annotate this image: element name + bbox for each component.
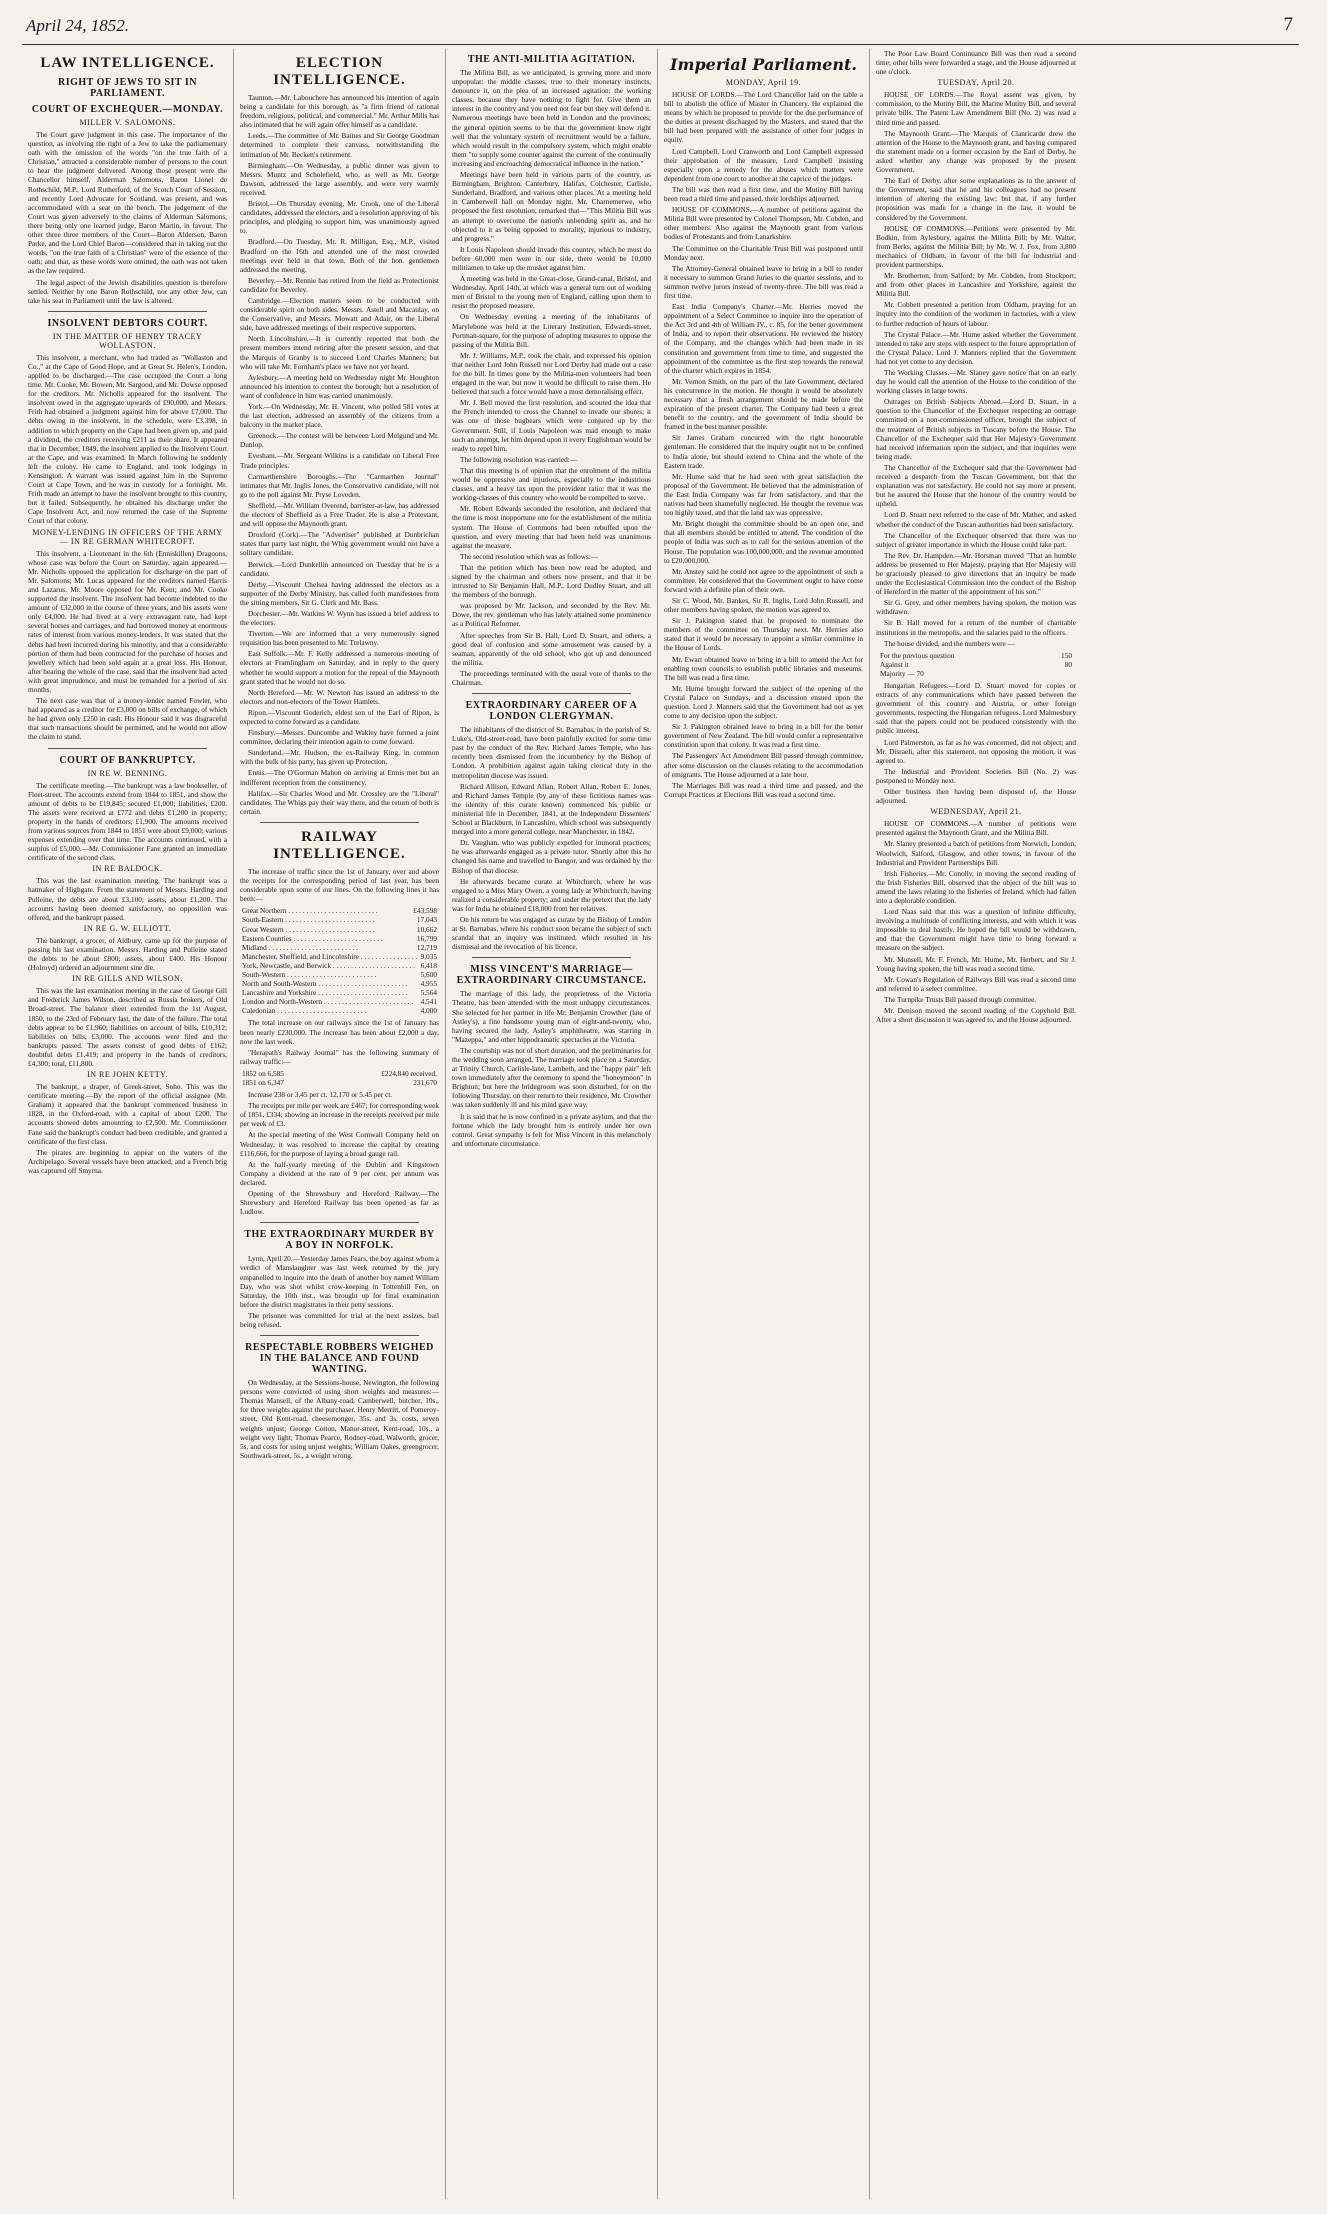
- paragraph: That the petition which has been now read be adopted, and signed by the chairman and others now present, and that it be intrusted to Sir Benjamin Hall, M.P., Lord Dudley Stuart, and all the members of the borough.: [452, 562, 651, 600]
- paragraph: North Hereford.—Mr. W. Newton has issued an address to the electors and non-electors of the Tower Hamlets.: [240, 687, 439, 706]
- paragraph: Sunderland.—Mr. Hudson, the ex-Railway King, in common with the bulk of his party, has given up Protection.: [240, 748, 439, 767]
- paragraph: Mr. Monsell, Mr. F. French, Mr. Hume, Mr. Herbert, and Sir J. Young having spoken, the bill was read a second time.: [876, 954, 1076, 973]
- paragraph: The Chancellor of the Exchequer observed that there was no subject of greater importance in which the House could take part.: [876, 530, 1076, 549]
- heading-court-exchequer: COURT OF EXCHEQUER.—MONDAY.: [31, 104, 224, 115]
- paragraph: The Earl of Derby, after some explanations as to the answer of the Government, said that he and his colleagues had no present intention of altering the existing law; but that, if any further proposition was made for a change in the law, it would be considered by the Government.: [876, 176, 1076, 222]
- paragraph: Mr. Hume said that he had seen with great satisfaction the proposal of the Government. He believed that the administration of the East India Company was far from satisfactory, and that the natives had been shamefully neglected. He thought the revenue was too highly taxed, and that the land tax was oppressive.: [664, 471, 863, 518]
- line-name: Great Northern . . .: [242, 906, 409, 915]
- paragraph: Birmingham.—On Wednesday, a public dinner was given to Messrs. Muntz and Scholefield, who, as well as Mr. George Dawson, addressed the large assembly, and were very warmly received.: [240, 160, 439, 197]
- line-name: Caledonian . . .: [242, 1006, 417, 1015]
- line-name: South-Eastern . . .: [242, 915, 413, 924]
- division-value: 80: [1064, 659, 1072, 669]
- table-row: [242, 943, 437, 952]
- line-name: London and North-Western . . .: [242, 997, 417, 1006]
- case-title: MONEY-LENDING IN OFFICERS OF THE ARMY — IN RE GERMAN WHITECROFT.: [32, 527, 223, 546]
- line-value: 4,955: [420, 979, 437, 989]
- paragraph: The prisoner was committed for trial at the next assizes, bail being refused.: [240, 1310, 439, 1329]
- paragraph: This insolvent, a Lieutenant in the 6th (Enniskillen) Dragoons, whose case was before the Court on Saturday, again appeared.—Mr. Nicholls opposed the application for discharge on the part of Mr. Salomons; Mr. Lucas appeared for the creditors named Harris and Lazarus. Mr. Moore opposed for Mr. Kent; and Mr. Cooke supported the insolvent. The insolvent had become indebted to the amount of £32,000 in the course of three years, and his assets were only £4,000. He had lived at a very extravagant rate, had kept several horses and carriages, and had borrowed money at enormous rates of interest from various money-lenders. It was stated that the debts had been incurred during his minority, and that a considerable portion of them had been contracted for the purchase of horses and jewellery which had been sold again at a great loss. His Honour, after hearing the whole of the case, said that the insolvent had acted with great imprudence, and must be remanded for a period of six months.: [28, 548, 227, 694]
- paragraph: The Crystal Palace.—Mr. Hume asked whether the Government intended to take any steps with respect to the future appropriation of the Crystal Palace. Lord J. Manners replied that the Government had not yet come to any decision.: [876, 329, 1076, 366]
- table-row: [242, 915, 437, 924]
- paragraph: Irish Fisheries.—Mr. Conolly, in moving the second reading of the Irish Fisheries Bill, observed that the object of the bill was to amend the laws relating to the fisheries of Ireland, which had fallen into a deplorable condition.: [876, 868, 1076, 905]
- section-title-law: LAW INTELLIGENCE.: [40, 55, 215, 71]
- paragraph: Sheffield.—Mr. William Overend, barrister-at-law, has addressed the electors of Sheffield as a Free Trader. He is also a Protestant, and will oppose the Maynooth grant.: [240, 500, 439, 529]
- table-row: [880, 651, 1072, 660]
- table-row: [880, 660, 1072, 669]
- paragraph: The marriage of this lady, the proprietress of the Victoria Theatre, has been attended with the most unhappy circumstances. She selected for her partner in life Mr. Benjamin Crowther (late of Astley's), a fine handsome young man of eight-and-twenty, who, having secured the lady, Astley's amphitheatre, was starring in "Mazeppa," and other hippodramatic spectacles at the Victoria.: [452, 989, 651, 1044]
- paragraph: Sir James Graham concurred with the right honourable gentleman. He considered that the inquiry ought not to be confined to India alone, but should extend to China and the whole of the Eastern trade.: [664, 433, 863, 470]
- paragraph: The Maynooth Grant.—The Marquis of Clanricarde drew the attention of the House to the Maynooth grant, and having compared the statement made on a former occasion by the Earl of Derby, he asked whether any change was proposed by the present Government.: [876, 128, 1076, 175]
- paragraph: The Working Classes.—Mr. Slaney gave notice that on an early day he would call the attention of the House to the condition of the working classes in large towns.: [876, 368, 1076, 396]
- date-heading: TUESDAY, April 20.: [937, 78, 1015, 88]
- paragraph: The Attorney-General obtained leave to bring in a bill to render it necessary to summon Grand Juries to the quarter sessions, and to summon twelve jurors instead of twenty-three. The bill was read a first time.: [664, 263, 863, 300]
- column-law-intelligence: [22, 49, 234, 2199]
- paragraph: Halifax.—Sir Charles Wood and Mr. Crossley are the "Liberal" candidates. The Whigs pay their way there, and the return of both is certain.: [240, 788, 439, 816]
- case-title: IN RE JOHN KETTY.: [87, 1070, 168, 1080]
- heading-miss-vincent: MISS VINCENT'S MARRIAGE—EXTRAORDINARY CIRCUMSTANCE.: [456, 964, 647, 987]
- paragraph: Lord Palmerston, as far as he was concerned, did not object; and Mr. Disraeli, after this statement, not opposing the motion, it was agreed to.: [876, 737, 1076, 765]
- line-value: 17,043: [416, 915, 437, 925]
- paragraph: After speeches from Sir B. Hall, Lord D. Stuart, and others, a good deal of confusion and some amusement was caused by a seaman, apparently of the old school, who got up and denounced the militia.: [452, 630, 651, 667]
- paragraph: The second resolution which was as follows:—: [460, 551, 599, 561]
- table-row: [242, 961, 437, 970]
- paragraph: This was the last examination meeting. The bankrupt was a hatmaker of Highgate. From the statement of Messrs. Harding and Pulleine, the debts are about £3,100; assets, about £1,200. The accounts having been deemed satisfactory, no opposition was offered, and the bankrupt passed.: [28, 876, 227, 922]
- paragraph: The Militia Bill, as we anticipated, is growing more and more unpopular: the middle classes, true to their monetary instincts, denounce it, on the plea of an increased agitation; the working classes, because they have nothing to fight for. Give them an interest in the country and you need not fear but they will defend it. Numerous meetings have been held in London and the provinces; the general opinion seems to be that the government know right well that the voluntary system of recruitment would be a failure, which would result in the compulsory system, which might enable them "to supply some counter against the current of the continually increasing and encroaching democratical influence in the nation.": [452, 68, 651, 168]
- paragraph: It is said that he is now confined in a private asylum, and that the fortune which the lady brought him is entirely under her own control. Great sympathy is felt for Miss Vincent in this melancholy and unfortunate circumstance.: [452, 1111, 651, 1148]
- table-row: [880, 669, 1072, 678]
- paragraph: Mr. Brotherton, from Salford; by Mr. Cobden, from Stockport; and from other places in Lancashire and Yorkshire, against the Militia Bill.: [876, 271, 1076, 299]
- paragraph: Mr. Vernon Smith, on the part of the late Government, declared his concurrence in the motion. He thought it would be absolutely necessary that a fresh arrangement should be made before the expiration of the present charter. The Company had been a great benefit to the country, and the government of India should be framed in the best manner possible.: [664, 376, 863, 432]
- line-value: 12,719: [416, 942, 437, 952]
- paragraph: Mr. J. Bell moved the first resolution, and scouted the idea that the French intended to cross the Channel to invade our shores; it was one of those bugbears which were conjured up by the Government. Still, if Louis Napoleon was mad enough to make such an attempt, let him depend upon it every Englishman would be ready to repel him.: [452, 398, 651, 453]
- paragraph: Cambridge.—Election matters seem to be conducted with considerable spirit on both sides. Messrs. Astell and Macaulay, on the Conservative, and Messrs. Mowatt and Adair, on the Liberal side, have addressed meetings of their respective supporters.: [240, 295, 439, 333]
- paragraph: Berwick.—Lord Dunkellin announced on Tuesday that he is a candidate.: [240, 559, 439, 578]
- paragraph: The legal aspect of the Jewish disabilities question is therefore settled. Neither by one Baron Rothschild, nor any other Jew, can take his seat in Parliament until the law is altered.: [28, 277, 227, 305]
- paragraph: Taunton.—Mr. Labouchere has announced his intention of again being a candidate for this borough, as "a firm friend of rational freedom, religious, political, and commercial." Mr. Arthur Mills has also intimated that he will again offer himself as a candidate.: [240, 93, 439, 130]
- division-table: [880, 651, 1072, 678]
- heading-norfolk-murder: THE EXTRAORDINARY MURDER BY A BOY IN NORFOLK.: [244, 1229, 435, 1252]
- line-name: Great Western . . .: [242, 925, 413, 934]
- line-name: York, Newcastle, and Berwick . . .: [242, 961, 417, 970]
- paragraph: Lord D. Stuart next referred to the case of Mr. Mather, and asked whether the conduct of the Tuscan authorities had been satisfactory.: [876, 510, 1076, 529]
- masthead: [22, 8, 1299, 45]
- case-title: MILLER V. SALOMONS.: [79, 118, 176, 127]
- paragraph: Droxford (Cork).—The "Advertiser" published at Dunbrichan states that party last night, the Whig government would not have a solitary candidate.: [240, 530, 439, 558]
- section-title-parliament: Imperial Parliament.: [670, 55, 857, 74]
- paragraph: Mr. Robert Edwards seconded the resolution, and declared that the time is most inopportune one for the establishment of the militia system. The House of Commons had been rebuffed upon the question, and every meeting that had been held was unanimous against the measure.: [452, 504, 651, 550]
- paragraph: Ennis.—The O'Gorman Mahon on arriving at Ennis met but an indifferent reception from the constituency.: [240, 768, 439, 787]
- divider: [260, 1222, 419, 1223]
- paragraph: The Turnpike Trusts Bill passed through committee.: [884, 994, 1037, 1004]
- table-row: [242, 988, 437, 997]
- paragraph: At the special meeting of the West Cornwall Company held on Wednesday, it was resolved to increase the capital by creating £116,666, for the purpose of laying a broad gauge rail.: [240, 1130, 439, 1158]
- line-value: 5,600: [420, 969, 437, 979]
- paragraph: Mr. Cowan's Regulation of Railways Bill was read a second time and referred to a select committee.: [876, 974, 1076, 993]
- table-row: [242, 1069, 437, 1078]
- paragraph: Outrages on British Subjects Abroad.—Lord D. Stuart, in a question to the Chancellor of the Exchequer respecting an outrage committed on a non-commissioned officer, brought the subject of the treatment of British subjects in Tuscany before the House. The Chancellor of the Exchequer said that Her Majesty's Government had received information upon the subject, and that inquiries were being made.: [876, 397, 1076, 461]
- paragraph: Hungarian Refugees.—Lord D. Stuart moved for copies or extracts of any communications which have passed between the government of this country and Austria, or other foreign governments, respecting the Hungarian refugees. Lord Malmesbury said that the papers could not be produced consistently with the public interest.: [876, 681, 1076, 736]
- line-name: Manchester, Sheffield, and Lincolnshire . . .: [242, 952, 417, 961]
- line-name: North and South-Western . . .: [242, 979, 417, 988]
- paragraph: The proceedings terminated with the usual vote of thanks to the Chairman.: [452, 668, 651, 687]
- paragraph: Mr. Denison moved the second reading of the Copyhold Bill. After a short discussion it was agreed to, and the House adjourned.: [876, 1006, 1076, 1025]
- paragraph: Lynn, April 20.—Yesterday James Fears, the boy against whom a verdict of Manslaughter was last week returned by the jury empanelled to inquire into the death of another boy named William Day, who was shot whilst crow-keeping in Tottenhill Fen, on Saturday, the 10th inst., was brought up for final examination before the district magistrates in their petty sessions.: [240, 1254, 439, 1309]
- paragraph: "Herapath's Railway Journal" has the following summary of railway traffic:—: [240, 1047, 439, 1066]
- paragraph: Carmarthenshire Boroughs.—The "Carmarthen Journal" intimates that Mr. Inglis Jones, the Conservative candidate, will not go to the poll against Mr. Pryse Loveden.: [240, 471, 439, 499]
- line-value: 16,799: [416, 933, 437, 943]
- paragraph: The Court gave judgment in this case. The importance of the question, as involving the right of a Jew to take the parliamentary oath with the omission of the words "on the true faith of a Christian," attracted a considerable number of persons to the court to hear the judgment delivered. Among those present were the Chancellor himself, Alderman Salomons, Baron Lionel de Rothschild, M.P., Lord Rutherfurd, of the Scotch Court of Session, and recently Lord Advocate for Scotland, was present, and was accommodated with a seat on the bench. The judgement of the Court was given adversely to the claims of Alderman Salomons, there being only one learned judge, Baron Martin, in favour. The other three three members of the Court—Baron Alderson, Baron Parke, and the Lord Chief Baron—considered that in taking out the words, "on the true faith of a Christian" were of the essence of the oath; and that, as these words were omitted, the oath was not taken as the law required.: [28, 130, 227, 276]
- paragraph: Bradford.—On Tuesday, Mr. R. Milligan, Esq., M.P., visited Bradford on the 16th and attended one of the most crowded meetings ever held in that town. Both of the hon. gentlemen addressed the meeting.: [240, 237, 439, 274]
- paragraph: The house divided, and the numbers were —: [884, 638, 1015, 648]
- paragraph: HOUSE OF LORDS.—The Lord Chancellor laid on the table a bill to abolish the office of Master in Chancery. He explained the means by which he proposed to provide for the due performance of the duties at present discharged by the Masters, and stated that the bill had been prepared with the assistance of other four judges in equity.: [664, 90, 863, 145]
- paragraph: Tiverton.—We are informed that a very numerously signed requisition has been presented to Mr. Trelawny.: [240, 629, 439, 648]
- column-parliament-continued: [870, 49, 1082, 2199]
- heading-respectable-robbers: RESPECTABLE ROBBERS WEIGHED IN THE BALANCE AND FOUND WANTING.: [245, 1342, 434, 1376]
- paragraph: North Lincolnshire.—It is currently reported that both the present members intend retiring after the present session, and that the Marquis of Granby is to succeed Lord Charles Manners; but who will take Mr. Fornham's place we have not yet heard.: [240, 334, 439, 371]
- table-row: [242, 934, 437, 943]
- miles-table: [242, 1069, 437, 1087]
- case-title: IN RE BALDOCK.: [92, 864, 163, 874]
- paragraph: He afterwards became curate at Whitchurch, where he was engaged to a Miss Mary Owen, a young lady at Whitchurch, having realized a considerable property; and under the pretext that the lady was for India he obtained £18,000 from her relatives.: [452, 876, 651, 913]
- table-row: [242, 970, 437, 979]
- paragraph: East Suffolk.—Mr. F. Kelly addressed a numerous meeting of electors at Framlingham on Saturday, and in reply to the query whether he would support a motion for the repeal of the Maynooth grant stated that he would not do so.: [240, 649, 439, 686]
- paragraph: The bankrupt, a draper, of Greek-street, Soho. This was the certificate meeting.—By the report of the official assignee (Mr. Graham) it appeared that the bankrupt commenced business in 1828, in the Oxford-road, with a capital of about £200. The accounts showed debts amounting to £2,500. Mr. Commissioner Fane said the bankrupt's conduct had been creditable, and granted a certificate of the first class.: [28, 1082, 227, 1146]
- table-row: [242, 925, 437, 934]
- paragraph: York.—On Wednesday, Mr. H. Vincent, who polled 581 votes at the last election, addressed an assembly of the citizens from a balcony in the market place.: [240, 402, 439, 430]
- date-heading: MONDAY, April 19.: [725, 78, 802, 87]
- divider: [260, 1335, 419, 1336]
- paragraph: Greenock.—The contest will be between Lord Melgund and Mr. Dunlop.: [240, 431, 439, 450]
- line-value: 5,564: [420, 988, 437, 998]
- column-imperial-parliament: [658, 49, 870, 2199]
- column-election-intelligence: [234, 49, 446, 2199]
- heading-bankruptcy: COURT OF BANKRUPTCY.: [59, 754, 196, 766]
- heading-jews-parliament: RIGHT OF JEWS TO SIT IN PARLIAMENT.: [57, 77, 198, 99]
- paragraph: This was the last examination meeting in the case of George Gill and Frederick James Wilson, described as Russia brokers, of Old Broad-street. The balance sheet extended from the 1st August, 1850, to the 23rd of February last, the date of the failure. The total debts appear to be £1,960; liabilities on account of bills, £10,312; liabilities on bills, £3,000. The accounts were filed and the bankrupts passed. The assets consist of good debts of £162; doubtful debts £1,419; and property in the hands of creditors, £4,300; total, £11,800.: [28, 986, 227, 1068]
- division-label: For the previous question: [880, 650, 955, 660]
- paragraph: The Poor Law Board Continuance Bill was then read a second time; other bills were forwarded a stage, and the House adjourned at one o'clock.: [876, 49, 1076, 77]
- paragraph: At the half-yearly meeting of the Dublin and Kingstown Company a dividend at the rate of 9 per cent. per annum was declared.: [240, 1159, 439, 1187]
- paragraph: Sir B. Hall moved for a return of the number of charitable institutions in the metropolis, and the salaries paid to the officers.: [876, 618, 1076, 637]
- line-value: 9,035: [420, 951, 437, 961]
- paragraph: The courtship was not of short duration, and the preliminaries for the wedding soon arranged. The marriage took place on a Saturday, at Trinity Church, Carlisle-lane, Lambeth, and the "happy pair" left town immediately after the ceremony to spend the "honeymoon" in Brighton; but here the bridegroom was soon disturbed, for on the following Thursday, on their return to their residence, Mr. Crowther was taken suddenly ill and his mind gave way.: [452, 1045, 651, 1110]
- issue-date: April 24, 1852.: [26, 16, 129, 35]
- divider: [472, 693, 631, 694]
- paragraph: The total increase on our railways since the 1st of January has been nearly £230,000. The increase has been about £2,000 a day, now the last week.: [240, 1018, 439, 1046]
- paragraph: HOUSE OF COMMONS.—Petitions were presented by Mr. Bodkin, from Aylesbury, against the Militia Bill; by Mr. Walter, from Berks, against the Militia Bill; by Mr. W. J. Fox, from 3,800 mechanics of Oldham, in favour of the bill for industrial and provident partnerships.: [876, 223, 1076, 269]
- paragraph: Sir G. Grey, and other members having spoken, the motion was withdrawn.: [876, 598, 1076, 617]
- case-title: IN RE W. BENNING.: [87, 768, 168, 778]
- paragraph: Mr. Ewart obtained leave to bring in a bill to amend the Act for enabling town councils to establish public libraries and museums. The bill was read a first time.: [664, 654, 863, 682]
- section-title-election: ELECTION INTELLIGENCE.: [273, 55, 406, 88]
- paragraph: The Rev. Dr. Hampden.—Mr. Horsman moved "That an humble address be presented to Her Majesty, praying that Her Majesty will be graciously pleased to give directions that an inquiry be made under the Ecclesiastical Commission into the conduct of the Bishop of Hereford in the matter of the appointment of his son.": [876, 550, 1076, 597]
- paragraph: Leeds.—The committee of Mr. Baines and Sir George Goodman determined to complete their canvass, notwithstanding the intimation of Mr. Beckett's retirement.: [240, 131, 439, 159]
- heading-insolvent-court: INSOLVENT DEBTORS COURT.: [47, 317, 208, 329]
- paragraph: The bankrupt, a grocer, of Aldbury, came up for the purpose of passing his last examination. Messrs. Harding and Pulleine stated the debts to be about £800; assets, about £400. His Honour (Holroyd) ordered an adjournment sine die.: [28, 935, 227, 973]
- table-row: [242, 952, 437, 961]
- paragraph: Evesham.—Mr. Sergeant Wilkins is a candidate on Liberal Free Trade principles.: [240, 451, 439, 470]
- date-heading: WEDNESDAY, April 21.: [930, 807, 1022, 817]
- section-title-railway: RAILWAY INTELLIGENCE.: [273, 828, 406, 862]
- paragraph: Lord Campbell, Lord Cranworth and Lord Campbell expressed their approbation of the measure, Lord Campbell insisting especially upon a remedy for the abuses which matters were dependent from one court to another at the caprice of the judges.: [664, 146, 863, 183]
- miles-year: 1851 on 6,347: [242, 1078, 284, 1087]
- paragraph: Richard Allison, Edward Allan, Robert Allan, Robert E. Jones, and Richard James Temple (by any of these fictitious names was the identity of this curate known) commenced his public or ministerial life in December, 1841, at the Independent Dissenters' School at Blackburn, in Lancashire, which school was subsequently merged into a more general college, near Manchester, in 1842.: [452, 781, 651, 837]
- paragraph: HOUSE OF COMMONS.—A number of petitions against the Militia Bill were presented by Colonel Thompson, Mr. Cobden, and other members. Also against the Maynooth grant from various bodies of Protestants and from Lanarkshire.: [664, 205, 863, 242]
- line-value: 6,418: [420, 960, 437, 970]
- miles-receipts: £224,840 received.: [381, 1068, 437, 1078]
- column-anti-militia: [446, 49, 658, 2199]
- table-row: [242, 906, 437, 915]
- case-title: IN RE GILLS AND WILSON.: [72, 974, 183, 984]
- paragraph: On Wednesday evening a meeting of the inhabitants of Marylebone was held at the Literary Institution, Edwards-street, Portman-square, for the purpose of adopting measures to oppose the passing of the Militia Bill.: [452, 312, 651, 349]
- paragraph: On his return he was engaged as curate by the Bishop of London at St. Barnabas, where his conduct soon became the subject of such scandal that an inquiry was instituted, which resulted in his dismissal and the revocation of his licence.: [452, 914, 651, 952]
- divider: [472, 957, 631, 958]
- paragraph: The increase of traffic since the 1st of January, over and above the receipts for the corresponding period of last year, has been considerable upon some of our lines. On the following lines it has been:—: [240, 866, 439, 904]
- paragraph: Derby.—Viscount Chelsea having addressed the electors as a supporter of the Derby Ministry, has called forth manifestoes from the sitting members, Sir G. Clerk and Mr. Bass.: [240, 579, 439, 607]
- line-value: 10,662: [416, 924, 437, 934]
- paragraph: Sir C. Wood, Mr. Bankes, Sir R. Inglis, Lord John Russell, and other members having spoken, the motion was agreed to.: [664, 595, 863, 615]
- paragraph: Finsbury.—Messrs. Duncombe and Wakley have formed a joint committee, declaring their intention again to come forward.: [240, 728, 439, 747]
- line-value: £43,598: [413, 906, 437, 916]
- division-value: 150: [1061, 650, 1072, 660]
- page-number: 7: [1283, 14, 1293, 35]
- paragraph: The following resolution was carried:—: [460, 454, 578, 464]
- paragraph: Mr. Hume brought forward the subject of the opening of the Crystal Palace on Sundays, and a discussion ensued upon the question. Lord J. Manners said that the Government had not as yet come to any decision upon the subject.: [664, 683, 863, 721]
- miles-receipts: 231,670: [413, 1078, 437, 1087]
- paragraph: Lord Naas said that this was a question of infinite difficulty, involving a multitude of conflicting interests, and with which it was impossible to deal hastily. He hoped the bill would be withdrawn, and that the Government might have time to bring forward a measure on the subject.: [876, 907, 1076, 953]
- paragraph: That this meeting is of opinion that the enrolment of the militia would be oppressive and injurious, especially to the industrious classes, and a heavy tax upon the provident ratio: that it was the working-classes of this country who would be compelled to serve.: [452, 465, 651, 503]
- paragraph: The pirates are beginning to appear on the waters of the Archipelago. Several vessels have been attacked, and a French brig was captured off Smyrna.: [28, 1147, 227, 1175]
- paragraph: The certificate meeting.—The bankrupt was a law bookseller, of Fleet-street. The accounts extend from 1844 to 1851, and show the amount of debts to be £19,845; secured £1,000; liabilities, £200. The assets were received at £772 and debts £1,200 in property; property in the hands of creditors, £1,900. The amounts received from various sources from 1844 to 1851 were about £9,000; various expenses extending over that time. The accounts continued, with a surplus of £5,000.—Mr. Commissioner Fane granted an immediate certificate of the second class.: [28, 780, 227, 863]
- table-row: [242, 1006, 437, 1015]
- paragraph: Sir J. Pakington stated that he proposed to nominate the members of the committee on Thursday next. Mr. Herries also stated that it would be necessary to appoint a similar committee in the House of Lords.: [664, 616, 863, 653]
- paragraph: The Chancellor of the Exchequer said that the Government had received a despatch from the Tuscan Government, but that the explanation was not satisfactory. He could not say more at present, but he assured the House that the honour of the country would be upheld.: [876, 462, 1076, 509]
- paragraph: Dr. Vaughan, who was publicly expelled for immoral practices; he was afterwards engaged as a private tutor. Shortly after this he changed his name and travelled to Bangor, and was ordained by the Bishop of that diocese.: [452, 838, 651, 875]
- case-title: IN THE MATTER OF HENRY TRACEY WOLLASTON.: [52, 331, 203, 350]
- heading-london-clergyman: EXTRAORDINARY CAREER OF A LONDON CLERGYMAN.: [465, 700, 638, 723]
- paragraph: The inhabitants of the district of St. Barnabas, in the parish of St. Luke's, Old-street-road, have been painfully excited for some time past by the conduct of the Rev. Richard James Temple, who has recently been dismissed from the incumbency by the Bishop of London. A prohibition against again taking clerical duty in the metropolitan diocese was issued.: [452, 725, 651, 780]
- division-majority: Majority — 70: [880, 668, 924, 678]
- paragraph: was proposed by Mr. Jackson, and seconded by the Rev. Mr. Dowe, the rev. gentleman who has lately attained some prominence as a Political Reformer.: [452, 601, 651, 629]
- paragraph: Meetings have been held in various parts of the country, as Birmingham, Brighton, Canterbury, Halifax, Colchester, Carlisle, Sunderland, Bradford, and various other places. At a meeting held in Camberwell hall on Monday night, Mr. Charnemerwe, who proposed the first resolution, remarked that—"This Militia Bill was an attempt to overcome the nation's unbending spirit as, and he objected to it as being opposed to morality, injurious to industry, and progress.": [452, 170, 651, 243]
- paragraph: The Marriages Bill was read a third time and passed, and the Corrupt Practices at Elections Bill was read a second time.: [664, 780, 863, 799]
- paragraph: Dorchester.—Mr. Watkins W. Wynn has issued a brief address to the electors.: [240, 608, 439, 628]
- railway-traffic-table: [242, 906, 437, 1015]
- paragraph: Other business then having been disposed of, the House adjourned.: [876, 787, 1076, 806]
- paragraph: The Committee on the Charitable Trust Bill was postponed until Monday next.: [664, 243, 863, 262]
- paragraph: Mr. Bright thought the committee should be an open one, and that all members should be entitled to attend. The condition of the people of India was such as to call for the serious attention of the House. The population was 100,000,000, and the revenue amounted to £20,000,000.: [664, 519, 863, 565]
- line-value: 4,541: [420, 997, 437, 1007]
- paragraph: HOUSE OF COMMONS.—A number of petitions were presented against the Maynooth Grant, and the Militia Bill.: [876, 819, 1076, 838]
- paragraph: The Passengers' Act Amendment Bill passed through committee, after some discussion on the clauses relating to the accommodation of emigrants. The House adjourned at a late hour.: [664, 751, 863, 779]
- paragraph: It Louis Napoleon should invade this country, which he must do before 60,000 men were in our side, there would be 10,000 militiamen to take up the musket against him.: [452, 244, 651, 272]
- paragraph: Beverley.—Mr. Rennie has retired from the field as Protectionist candidate for Beverley.: [240, 275, 439, 294]
- paragraph: HOUSE OF LORDS.—The Royal assent was given, by commission, to the Mutiny Bill, the Marine Mutiny Bill, and several private bills. The Patent Law Amendment Bill (No. 2) was read a third time and passed.: [876, 90, 1076, 127]
- line-value: 4,000: [420, 1006, 437, 1016]
- case-title: IN RE G. W. ELLIOTT.: [83, 923, 172, 933]
- divider: [48, 748, 207, 749]
- table-row: [242, 1078, 437, 1087]
- paragraph: This insolvent, a merchant, who had traded as "Wollaston and Co.," at the Cape of Good Hope, and at Great St. Helen's, London, applied to be discharged.—The case occupied the Court a long time. Mr. Cooke, Mr. Bowen, Mr. Sargood, and Mr. Dowse opposed for the creditors. Mr. Nicholls appeared for the insolvent. The insolvent owed in the aggregate upwards of £90,000, and Messrs. Frith had obtained a judgment against him for above £7,000. The debts owing in the insolvent, in the schedule, were £3,398, in addition to which property on the Cape had been given up, and paid a dividend, the creditors receiving £211 as their share. It appeared that in December, 1849, the insolvent applied to the Insolvent Court at the Cape, and was examined. In March following he suddenly left the colony. He came to England, and took lodgings in Kensington. A warrant was issued against him in the Supreme Court at Cape Town, and he was in custody for a fortnight. Mr. Frith made an attempt to have the insolvent brought to this country, but it failed. Subsequently, he obtained his discharge under the Cape Insolvent Act, and now returned the case of the Supreme Court of that colony.: [28, 352, 227, 526]
- divider: [260, 822, 419, 823]
- paragraph: The receipts per mile per week are £467; for corresponding week of 1851, £334; showing an increase in the receipts received per mile per week of £3.: [240, 1101, 439, 1129]
- paragraph: Opening of the Shrewsbury and Hereford Railway.—The Shrewsbury and Hereford Railway has been opened as far as Ludlow.: [240, 1189, 439, 1217]
- paragraph: Aylesbury.—A meeting held on Wednesday night Mr. Houghton announced his intention to contest the borough; but a resolution of want of confidence in him was carried unanimously.: [240, 372, 439, 400]
- paragraph: Mr. Cobbett presented a petition from Oldham, praying for an inquiry into the condition of the workmen in factories, with a view to further reduction of hours of labour.: [876, 300, 1076, 328]
- paragraph: A meeting was held in the Great-close, Grand-canal, Bristol, and Wednesday, April 14th, at which was a general turn out of working men of Bristol to the young men of England, calling upon them to resist the proposed measure.: [452, 274, 651, 311]
- paragraph: The Industrial and Provident Societies Bill (No. 2) was postponed to Monday next.: [876, 766, 1076, 785]
- divider: [48, 311, 207, 312]
- paragraph: The next case was that of a money-lender named Fowler, who had appeared as a creditor for £3,000 on bills of exchange, of which he had given only £250 in cash. His Honour said it was disgraceful that such transactions should be permitted, and he would not allow the claim to stand.: [28, 696, 227, 742]
- columns: [22, 49, 1299, 2199]
- heading-anti-militia: THE ANTI-MILITIA AGITATION.: [467, 54, 636, 65]
- miles-year: 1852 on 6,585: [242, 1068, 284, 1078]
- paragraph: Bristol.—On Thursday evening, Mr. Crook, one of the Liberal candidates, addressed the electors, and a resolution approving of his principles, and pledging to support him, was unanimously agreed to.: [240, 199, 439, 236]
- paragraph: Sir J. Pakington obtained leave to bring in a bill for the better government of New Zealand. The bill would confer a representative constitution upon that colony. It was read a first time.: [664, 722, 863, 750]
- paragraph: The bill was then read a first time, and the Mutiny Bill having been read a third time and passed, their lordships adjourned.: [664, 184, 863, 204]
- paragraph: Mr. Slaney presented a batch of petitions from Norwich, London, Woolwich, Salford, Glasgow, and other towns, in favour of the Industrial and Provident Partnerships Bill.: [876, 839, 1076, 867]
- table-row: [242, 997, 437, 1006]
- division-label: Against it: [880, 659, 909, 669]
- paragraph: Increase 238 or 3.45 per ct. 12,170 or 5.45 per ct.: [248, 1090, 393, 1100]
- paragraph: Mr. J. Williams, M.P., took the chair, and expressed his opinion that neither Lord John Russell nor Lord Derby had made out a case for the bill. In times gone by the Militia-men volunteers had been engaged in the war, but now it would be difficult to raise them. He believed that such a force would have a most demoralising effect.: [452, 350, 651, 397]
- paragraph: Ripon.—Viscount Goderich, eldest son of the Earl of Ripon, is expected to come forward as a candidate.: [240, 707, 439, 726]
- paragraph: East India Company's Charter.—Mr. Herries moved the appointment of a Select Committee to inquire into the operation of the Act 3rd and 4th of William IV., c. 85, for the better government of India, and to report their observations. He reviewed the history of the Company, and the changes which had been made in its constitution and government from time to time, and suggested the appointment of the committee as the first step towards the renewal of the charter which expires in 1854.: [664, 302, 863, 375]
- line-name: South-Western . . .: [242, 970, 417, 979]
- line-name: Eastern Counties . . .: [242, 934, 413, 943]
- table-row: [242, 979, 437, 988]
- line-name: Midland . . .: [242, 943, 413, 952]
- paragraph: Mr. Anstey said he could not agree to the appointment of such a committee. He considered that the Government ought to have come forward with a definite plan of their own.: [664, 566, 863, 594]
- paragraph: On Wednesday, at the Sessions-house, Newington, the following persons were convicted of using short weights and measures:—Thomas Mansell, of the Albany-road, Camberwell, butcher, 10s., for three weights against the purchaser. Henry Merritt, of Pomeroy-street, Old Kent-road, cheesemonger, 35s. and 3s. costs, seven weights unjust; George Cotton, Manor-street, Kent-road, 10s., a weight very light; Thomas Pearce, Rodney-road, Walworth, grocer, 5s. and costs for using unjust weights; William Oakes, greengrocer, Southwark-street, 5s., a weight wrong.: [240, 1378, 439, 1460]
- line-name: Lancashire and Yorkshire . . .: [242, 988, 417, 997]
